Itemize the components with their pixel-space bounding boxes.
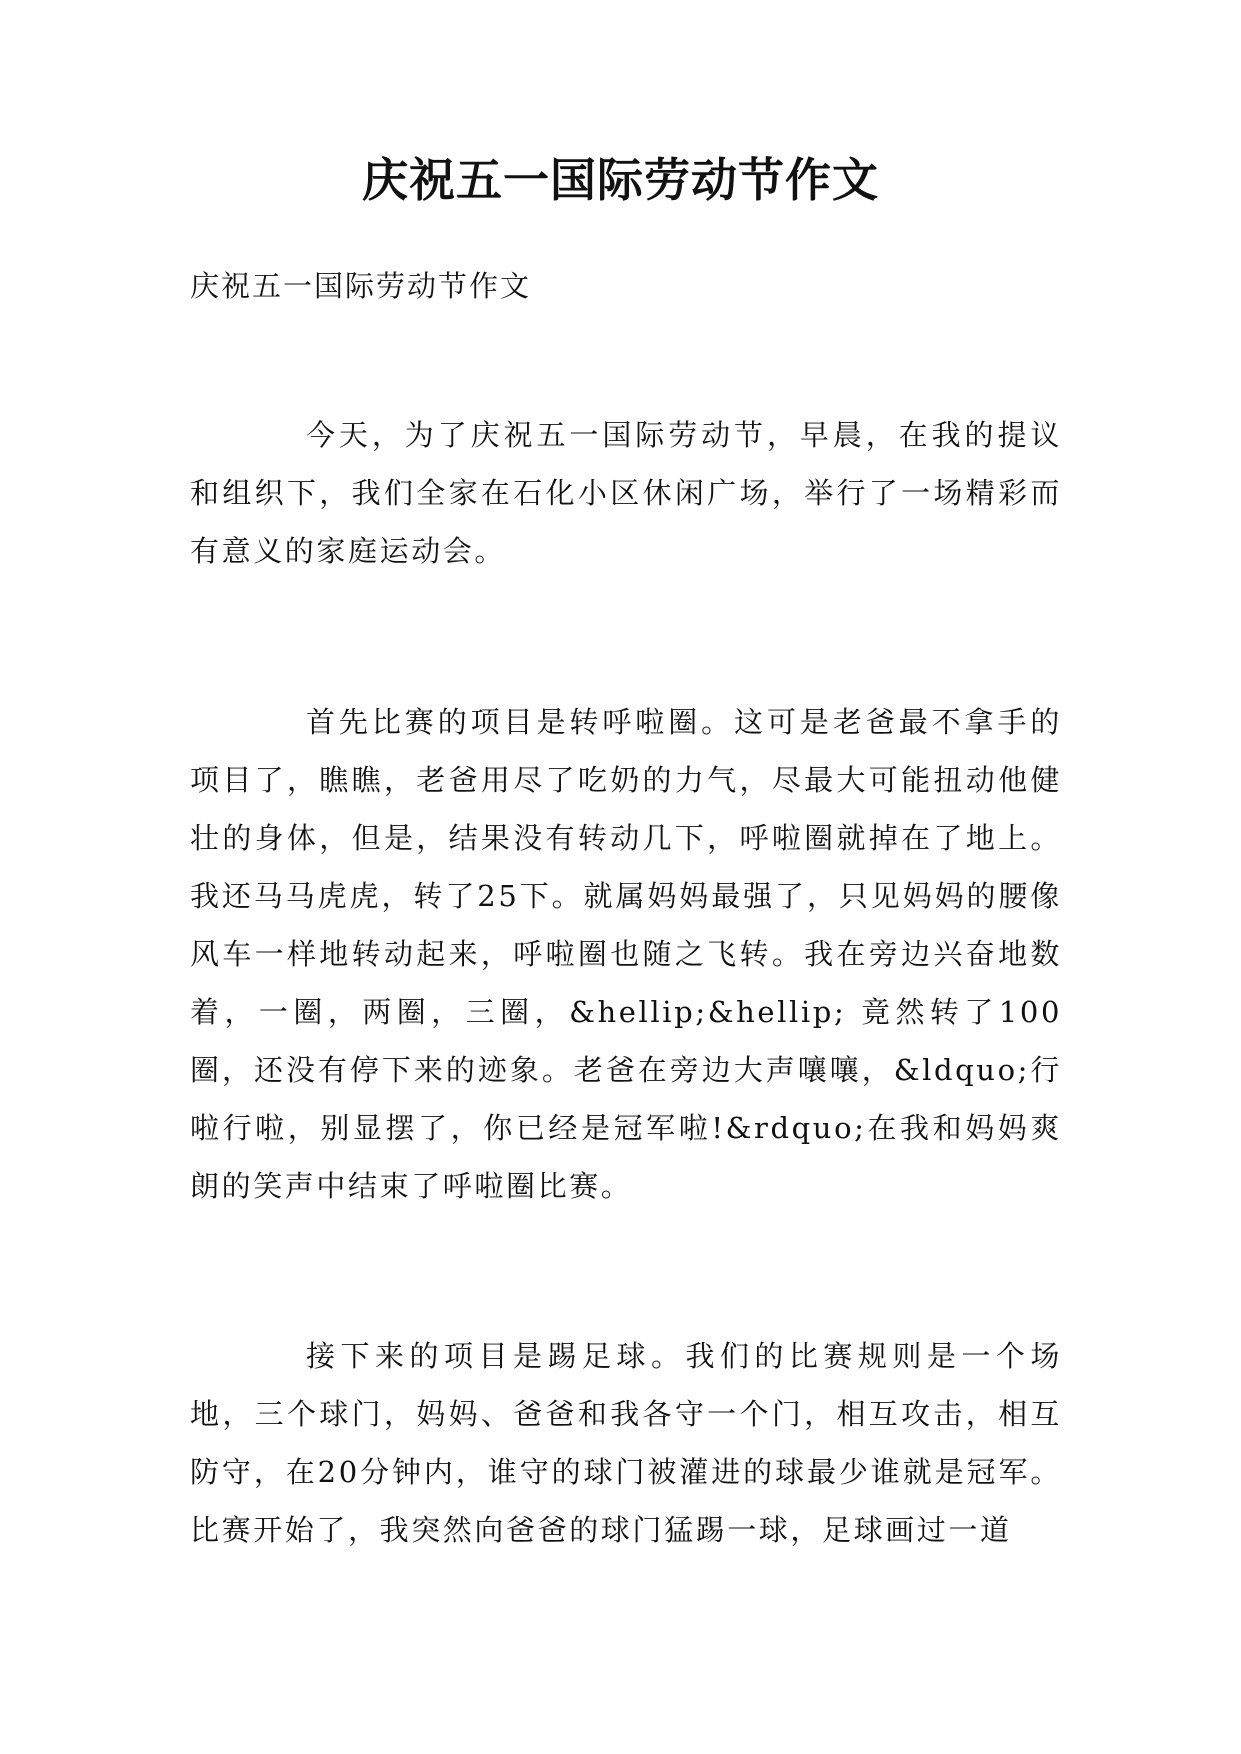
paragraph-3: 接下来的项目是踢足球。我们的比赛规则是一个场地，三个球门，妈妈、爸爸和我各守一个门，相互攻击，相互防守，在20分钟内，谁守的球门被灌进的球最少谁就是冠军。比赛开始了，我突然向爸爸的球门猛踢一球，足球画过一道: [190, 1339, 1062, 1547]
document-title: 庆祝五一国际劳动节作文: [362, 153, 879, 207]
document-subtitle: 庆祝五一国际劳动节作文: [190, 269, 532, 303]
paragraph-2: 首先比赛的项目是转呼啦圈。这可是老爸最不拿手的项目了，瞧瞧，老爸用尽了吃奶的力气，尽最大可能扭动他健壮的身体，但是，结果没有转动几下，呼啦圈就掉在了地上。我还马马虎虎，转了25下。就属妈妈最强了，只见妈妈的腰像风车一样地转动起来，呼啦圈也随之飞转。我在旁边兴奋地数着，一圈，两圈，三圈，&hellip;&hellip; 竟然转了100圈，还没有停下来的迹象。老爸在旁边大声嚷嚷，&ldquo;行啦行啦，别显摆了，你已经是冠军啦!&rdquo;在我和妈妈爽朗的笑声中结束了呼啦圈比赛。: [190, 705, 1062, 1203]
paragraph-1: 今天，为了庆祝五一国际劳动节，早晨，在我的提议和组织下，我们全家在石化小区休闲广场，举行了一场精彩而有意义的家庭运动会。: [190, 418, 1062, 568]
